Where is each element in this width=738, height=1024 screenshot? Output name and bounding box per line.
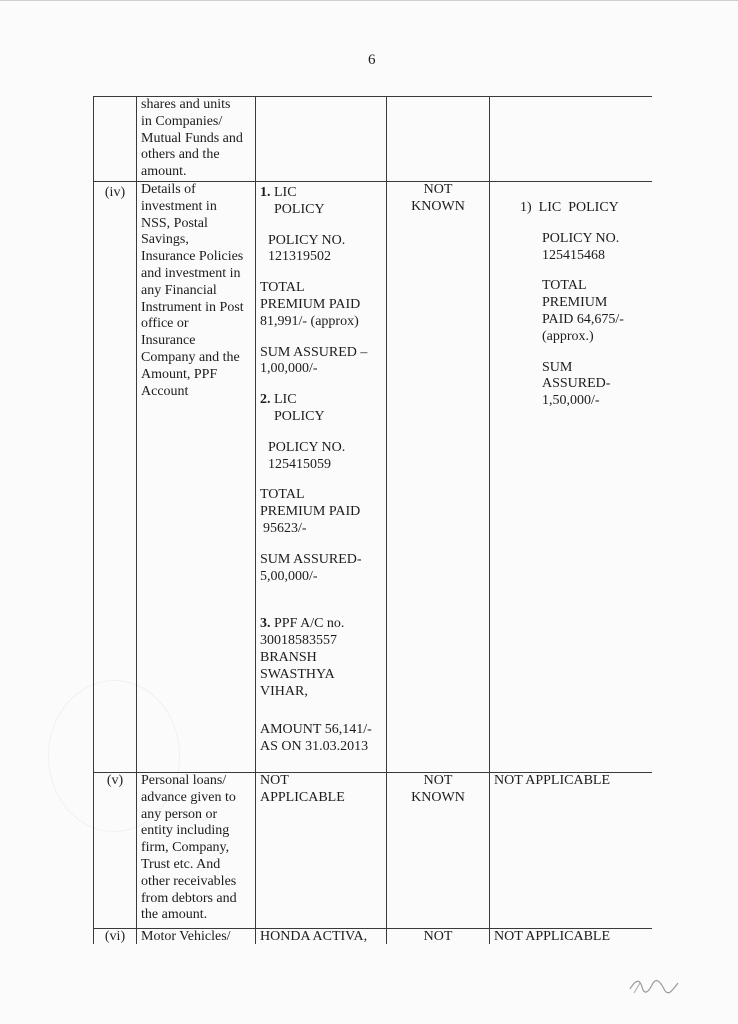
description-line: Motor Vehicles/ (141, 928, 231, 944)
description-line: Account (141, 383, 189, 399)
sum-assured-amount: 5,00,000/- (260, 568, 318, 584)
sum-assured-label: SUM (542, 359, 573, 375)
description-line: office or (141, 316, 189, 332)
spouse-details-cell (387, 181, 490, 772)
self-details-cell (256, 181, 387, 772)
premium-line: TOTAL (260, 280, 305, 296)
self-details-cell (256, 772, 387, 928)
description-line: any person or (141, 806, 218, 822)
sum-assured-amount: 1,50,000/- (542, 393, 600, 409)
policy-number-label: POLICY NO. (542, 230, 620, 246)
item-index: 2. (260, 392, 271, 408)
affidavit-table-frame (93, 96, 652, 944)
policy-title: LIC (274, 184, 297, 200)
description-line: Personal loans/ (141, 772, 227, 788)
description-line: Amount, PPF (141, 366, 218, 382)
description-line: Company and the (141, 349, 240, 365)
page-edge (0, 0, 738, 1)
description-line: amount. (141, 164, 187, 180)
dependent-details-cell (490, 97, 653, 182)
policy-number-label: POLICY NO. (268, 232, 346, 248)
premium-line: PREMIUM (542, 295, 608, 311)
table-row (94, 97, 653, 182)
policy-title: POLICY (274, 408, 325, 424)
ppf-amount: AMOUNT 56,141/- (260, 722, 372, 738)
ppf-line: BRANSH (260, 649, 317, 665)
description-line: the amount. (141, 907, 208, 923)
self-details-cell (256, 928, 387, 944)
row-number: (iv) (104, 184, 126, 200)
policy-number: 125415059 (268, 456, 331, 472)
description-cell (137, 928, 256, 944)
dependent-details-cell (490, 181, 653, 772)
description-line: others and the (141, 147, 220, 163)
row-number: (vi) (104, 928, 126, 944)
row-number-cell (94, 772, 137, 928)
status-line: NOT (260, 772, 289, 788)
description-line: investment in (141, 198, 217, 214)
premium-amount: PAID 64,675/- (542, 311, 624, 327)
table-row (94, 928, 653, 944)
description-line: and investment in (141, 265, 241, 281)
ppf-as-on-date: AS ON 31.03.2013 (260, 739, 369, 755)
vehicle-line: HONDA ACTIVA, (260, 928, 368, 944)
table-row (94, 181, 653, 772)
description-line: Instrument in Post (141, 299, 244, 315)
policy-title: LIC (274, 392, 297, 408)
description-line: Mutual Funds and (141, 130, 243, 146)
row-number: (v) (106, 772, 124, 788)
description-line: from debtors and (141, 890, 237, 906)
signature-mark (628, 975, 680, 997)
item-index: 1. (260, 184, 271, 200)
row-number-cell (94, 97, 137, 182)
status-line: NOT APPLICABLE (494, 928, 611, 944)
premium-line: PREMIUM PAID (260, 504, 361, 520)
row-number-cell (94, 181, 137, 772)
description-line: advance given to (141, 789, 236, 805)
sum-assured-label: ASSURED- (542, 376, 611, 392)
description-cell (137, 181, 256, 772)
description-cell (137, 772, 256, 928)
status-line: NOT (423, 181, 453, 197)
self-details-cell (256, 97, 387, 182)
status-line: KNOWN (411, 789, 465, 805)
policy-title: 1) LIC POLICY (520, 199, 619, 215)
premium-amount: 95623/- (263, 520, 307, 536)
description-line: firm, Company, (141, 840, 230, 856)
policy-title: POLICY (274, 201, 325, 217)
description-line: any Financial (141, 282, 217, 298)
item-index: 3. (260, 616, 271, 632)
row-number-cell (94, 928, 137, 944)
dependent-details-cell (490, 928, 653, 944)
description-line: Trust etc. And (141, 856, 221, 872)
spouse-details-cell (387, 772, 490, 928)
ppf-line: VIHAR, (260, 683, 308, 699)
premium-amount: 81,991/- (approx) (260, 313, 359, 329)
premium-line: TOTAL (542, 278, 587, 294)
sum-assured-label: SUM ASSURED- (260, 551, 362, 567)
dependent-details-cell (490, 772, 653, 928)
ppf-line: SWASTHYA (260, 666, 335, 682)
policy-number: 121319502 (268, 249, 331, 265)
description-line: Details of (141, 181, 196, 197)
assets-table (93, 96, 652, 944)
lic-policy-1 (260, 182, 382, 378)
spouse-details-cell (387, 928, 490, 944)
status-line: KNOWN (411, 198, 465, 214)
description-line: in Companies/ (141, 113, 223, 129)
status-line: APPLICABLE (260, 789, 345, 805)
premium-line: TOTAL (260, 487, 305, 503)
description-line: Insurance Policies (141, 249, 244, 265)
lic-policy-2 (260, 378, 382, 585)
ppf-line: PPF A/C no. (274, 616, 345, 632)
description-cell (137, 97, 256, 182)
status-line: NOT (423, 928, 453, 944)
description-line: other receivables (141, 873, 237, 889)
premium-line: PREMIUM PAID (260, 296, 361, 312)
spouse-details-cell (387, 97, 490, 182)
page-number: 6 (368, 52, 376, 68)
description-line: Insurance (141, 333, 196, 349)
policy-number-label: POLICY NO. (268, 439, 346, 455)
premium-note: (approx.) (542, 328, 594, 344)
description-line: NSS, Postal (141, 215, 208, 231)
status-line: NOT APPLICABLE (494, 772, 611, 788)
description-line: shares and units (141, 97, 231, 112)
description-line: Savings, (141, 232, 189, 248)
sum-assured-label: SUM ASSURED – (260, 344, 368, 360)
table-row (94, 772, 653, 928)
ppf-account-number: 30018583557 (260, 633, 337, 649)
sum-assured-amount: 1,00,000/- (260, 361, 318, 377)
status-line: NOT (423, 772, 453, 788)
ppf-account (260, 585, 382, 756)
policy-number: 125415468 (542, 247, 605, 263)
description-line: entity including (141, 823, 230, 839)
